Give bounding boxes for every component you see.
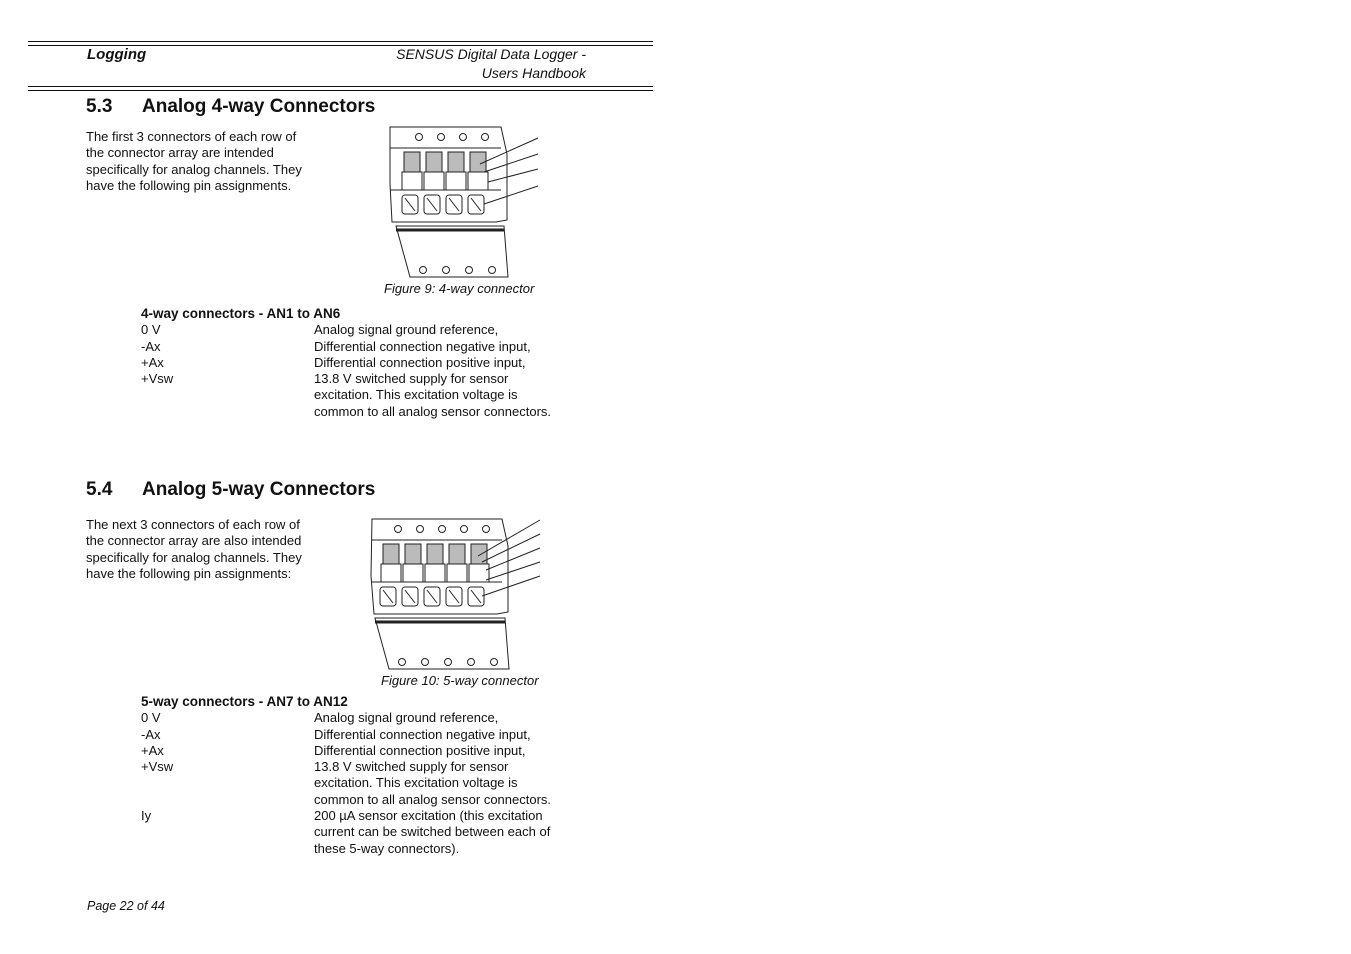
pin-name: 0 V: [141, 710, 161, 726]
leader-line: [482, 576, 540, 596]
leader-line: [484, 154, 538, 172]
pin-description: [314, 727, 594, 743]
connector-body: [390, 127, 507, 222]
pin-description: [314, 355, 594, 371]
intro-line: have the following pin assignments:: [86, 565, 292, 581]
base-hole: [420, 267, 427, 274]
section-heading-5-3: [86, 96, 375, 118]
base-hole: [445, 659, 452, 666]
base-hole: [466, 267, 473, 274]
base-hole: [443, 267, 450, 274]
wire-entry: [380, 587, 396, 606]
pin-description-line: Analog signal ground reference,: [314, 710, 499, 726]
pin-description-line: excitation. This excitation voltage is: [314, 775, 518, 791]
pin-description-line: common to all analog sensor connectors.: [314, 791, 552, 807]
pin-name: +Ax: [141, 354, 164, 370]
wire-entry: [446, 587, 462, 606]
section-intro-5-4: [86, 517, 336, 582]
pin-name: +Vsw: [141, 759, 174, 775]
leader-line: [480, 138, 538, 164]
intro-line: have the following pin assignments.: [86, 177, 292, 193]
leader-line: [488, 169, 538, 182]
pin-description: [314, 339, 594, 355]
base-hole: [422, 659, 429, 666]
pin-description: [314, 371, 594, 420]
screw-hole: [461, 526, 468, 533]
pin-description: [314, 710, 594, 726]
section-heading-5-4: [86, 479, 375, 501]
intro-line: The first 3 connectors of each row of: [86, 129, 297, 144]
pin-row: [141, 743, 594, 759]
screw-hole: [438, 134, 445, 141]
pin-assignment-table-4-way: [141, 306, 594, 420]
table-title: 4-way connectors - AN1 to AN6: [141, 306, 341, 321]
header-bottom-rule: [28, 86, 653, 87]
connector-base: [375, 618, 509, 669]
pin-row: [141, 355, 594, 371]
pin-description-line: these 5-way connectors).: [314, 840, 460, 856]
section-number: 5.4: [86, 479, 113, 500]
pin-description-line: Analog signal ground reference,: [314, 322, 499, 338]
section-number: 5.3: [86, 96, 113, 117]
wire-entry: [468, 195, 484, 214]
terminal-clamp: [425, 544, 445, 582]
pin-description-line: Differential connection positive input,: [314, 354, 526, 370]
figure-caption: Figure 9: 4-way connector: [384, 281, 535, 296]
base-hole: [491, 659, 498, 666]
wire-entry: [424, 587, 440, 606]
terminal-clamp: [446, 152, 466, 190]
four-way-connector-diagram: [384, 124, 544, 282]
pin-description-line: 200 µA sensor excitation (this excitation: [314, 808, 543, 824]
table-title: 5-way connectors - AN7 to AN12: [141, 694, 348, 709]
terminal-clamp: [424, 152, 444, 190]
pin-description-line: 13.8 V switched supply for sensor: [314, 759, 509, 775]
pin-name: +Ax: [141, 742, 164, 758]
pin-description-line: Differential connection negative input,: [314, 726, 531, 742]
leader-line: [486, 548, 540, 570]
section-title: Analog 4-way Connectors: [142, 96, 376, 117]
base-hole: [489, 267, 496, 274]
terminal-clamp: [469, 544, 489, 582]
pin-name: 0 V: [141, 322, 161, 338]
header-bottom-rule-inner: [28, 90, 653, 91]
screw-hole: [439, 526, 446, 533]
terminal-clamp: [468, 152, 488, 190]
pin-row: [141, 759, 594, 808]
leader-line: [482, 534, 540, 562]
connector-base: [396, 226, 508, 277]
pin-row: [141, 727, 594, 743]
wire-entry: [446, 195, 462, 214]
base-hole: [468, 659, 475, 666]
pin-description-line: common to all analog sensor connectors.: [314, 403, 552, 419]
pin-description: [314, 759, 594, 808]
wire-entry: [424, 195, 440, 214]
wire-entry: [402, 587, 418, 606]
page-number: Page 22 of 44: [87, 899, 165, 913]
pin-name: -Ax: [141, 726, 161, 742]
leader-line: [486, 562, 540, 580]
header-title-line-2: Users Handbook: [481, 65, 586, 81]
pin-name: Iy: [141, 808, 152, 824]
pin-description-line: Differential connection negative input,: [314, 338, 531, 354]
section-intro-5-3: [86, 129, 336, 194]
section-title: Analog 5-way Connectors: [142, 479, 376, 500]
leader-line: [484, 186, 538, 204]
screw-hole: [483, 526, 490, 533]
intro-line: specifically for analog channels. They: [86, 549, 302, 565]
intro-line: the connector array are also intended: [86, 533, 302, 549]
terminal-clamp: [402, 152, 422, 190]
header-top-rule: [28, 41, 653, 42]
base-hole: [399, 659, 406, 666]
terminal-clamp: [403, 544, 423, 582]
screw-hole: [416, 134, 423, 141]
pin-description-line: 13.8 V switched supply for sensor: [314, 371, 509, 387]
pin-row: [141, 371, 594, 420]
wire-entry: [402, 195, 418, 214]
pin-assignment-table-5-way: [141, 694, 594, 857]
pin-description: [314, 322, 594, 338]
intro-line: The next 3 connectors of each row of: [86, 517, 300, 532]
pin-row: [141, 322, 594, 338]
intro-line: specifically for analog channels. They: [86, 161, 302, 177]
wire-entry: [468, 587, 484, 606]
pin-description: [314, 743, 594, 759]
header-title-line-1: SENSUS Digital Data Logger -: [396, 46, 586, 62]
pin-name: -Ax: [141, 338, 161, 354]
screw-hole: [395, 526, 402, 533]
pin-description-line: excitation. This excitation voltage is: [314, 387, 518, 403]
pin-description-line: current can be switched between each of: [314, 824, 551, 840]
pin-row: [141, 339, 594, 355]
header-document-title: [360, 45, 586, 83]
screw-hole: [417, 526, 424, 533]
five-way-connector-diagram: [366, 516, 546, 674]
pin-row: [141, 808, 594, 857]
terminal-clamp: [447, 544, 467, 582]
pin-name: +Vsw: [141, 371, 174, 387]
header-section-label: Logging: [87, 46, 147, 63]
figure-caption: Figure 10: 5-way connector: [381, 673, 539, 688]
screw-hole: [460, 134, 467, 141]
screw-hole: [482, 134, 489, 141]
terminal-clamp: [381, 544, 401, 582]
pin-row: [141, 710, 594, 726]
intro-line: the connector array are intended: [86, 145, 274, 161]
pin-description: [314, 808, 594, 857]
pin-description-line: Differential connection positive input,: [314, 742, 526, 758]
